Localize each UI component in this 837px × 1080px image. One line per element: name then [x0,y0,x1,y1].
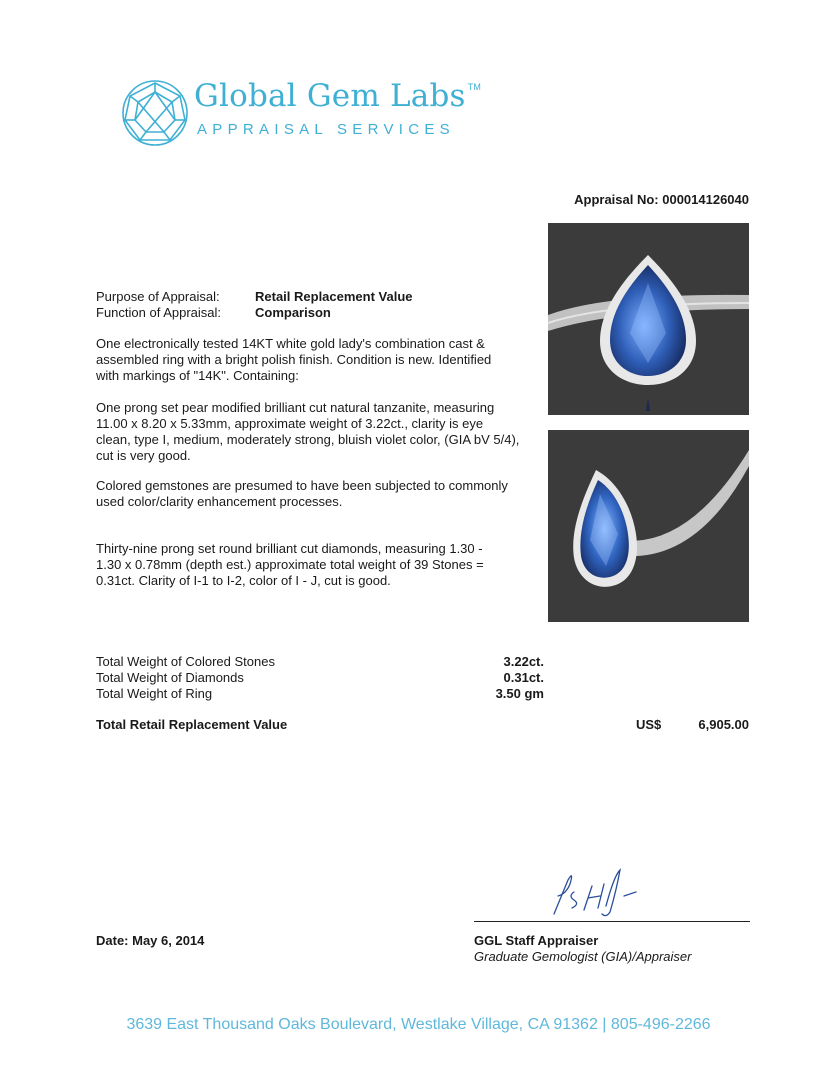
ring-description: One electronically tested 14KT white gold lady's combination cast & assembled ring with a bright polish finish. Condition is new. Identified with markings of "14K". Containing: [96,336,492,383]
appraiser-signature [540,862,660,922]
appraisal-date: Date: May 6, 2014 [96,933,205,948]
trademark: TM [467,82,482,92]
ring-photo-front [548,223,749,415]
function-label: Function of Appraisal: [96,305,222,320]
diamonds-description: Thirty-nine prong set round brilliant cut diamonds, measuring 1.30 - 1.30 x 0.78mm (depth est.) approximate total weight of 39 Stones = 0.31ct. Clarity of I-1 to I-2, color of I - J, cut is good. [96,541,484,588]
purpose-label: Purpose of Appraisal: [96,289,220,304]
appraiser-block [474,933,691,965]
total-value-label: Total Retail Replacement Value [96,717,288,732]
total-value [636,717,749,732]
ring-photo-angle [548,430,749,622]
weight-diamonds-label: Total Weight of Diamonds [96,670,244,685]
appraisal-number: Appraisal No: 000014126040 [574,192,749,207]
brand-name: Global Gem Labs ™ [194,78,482,114]
gem-outline-icon [120,78,190,148]
purpose-row [96,289,413,305]
tanzanite-description: One prong set pear modified brilliant cut natural tanzanite, measuring 11.00 x 8.20 x 5.33mm, approximate weight of 3.22ct., clarity is eye clean, type I, medium, moderately strong, bluish violet color, (GIA bV 5/4), cut is very good. [96,400,520,463]
signature-line [474,921,750,922]
footer-address: 3639 East Thousand Oaks Boulevard, Westlake Village, CA 91362 | 805-496-2266 [126,1016,711,1033]
purpose-value: Retail Replacement Value [255,289,413,304]
appraiser-title: GGL Staff Appraiser [474,933,599,948]
appraiser-credential: Graduate Gemologist (GIA)/Appraiser [474,949,692,964]
weight-colored-stones-value: 3.22ct. [503,654,544,669]
function-value: Comparison [255,305,331,320]
weight-ring-label: Total Weight of Ring [96,686,213,701]
weight-diamonds-value: 0.31ct. [503,670,544,685]
enhancement-note: Colored gemstones are presumed to have been subjected to commonly used color/clarity enhancement processes. [96,478,508,509]
currency: US$ [636,717,662,732]
weight-ring-value: 3.50 gm [495,686,544,701]
total-amount: 6,905.00 [698,717,749,732]
weight-colored-stones-label: Total Weight of Colored Stones [96,654,275,669]
function-row [96,305,331,321]
brand-subtitle: APPRAISAL SERVICES [197,121,455,138]
